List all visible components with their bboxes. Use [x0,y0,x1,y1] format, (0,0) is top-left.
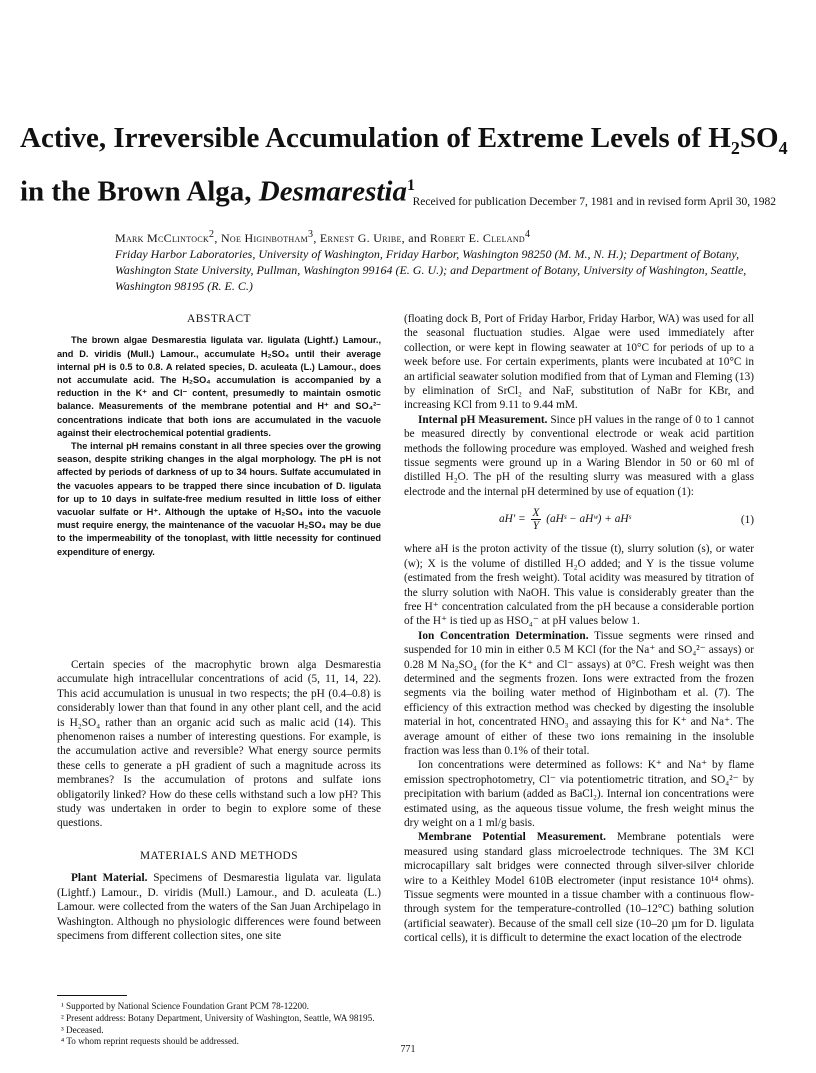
author-block [115,227,795,294]
equation-explanation: where aH is the proton activity of the tissue (t), slurry solution (s), or water (w); X is the volume of distilled H₂O added; and Y is the tissue volume (estimated from the fresh weight). Total acidity was measured by titration of the slurry solution with NaOH. This value is considerably greater than the free H⁺ concentration calculated from the pH because a considerable portion of the H⁺ is tied up as HSO₄⁻ at pH values below 1. [404,543,754,628]
equation-1: aH' = $\frac{X}{Y}$ (aHˢ − aHʷ) + aHˢ (1) [499,507,754,533]
subheading: Membrane Potential Measurement. [418,831,606,844]
footnote: ² Present address: Botany Department, University of Washington, Seattle, WA 98195. [61,1012,375,1023]
fraction: $\frac{X}{Y}$ [532,507,540,533]
section-heading-methods: MATERIALS AND METHODS [140,849,298,862]
left-column [57,312,381,559]
plant-material-paragraph: Plant Material. Specimens of Desmarestia ligulata var. ligulata (Lightf.) Lamour., D. viridis (Mull.) Lamour., and D. aculeata (L.) Lamour. were collected from the waters of the San Juan Archipelago in Washington. Although no physiologic differences were found between specimens from different collection sites, one site [57,872,381,942]
subheading: Plant Material. [71,872,148,885]
title-footnote-mark: 1 [406,176,415,194]
equation-label: (1) [740,513,754,526]
ion-paragraph-2: Ion concentrations were determined as follows: K⁺ and Na⁺ by flame emission spectrophotometry, Cl⁻ via potentiometric titration, and SO₄²⁻ by precipitation with barium (added as BaCl₂). Internal ion concentrations were estimated using, as the aqueous tissue volume, the fresh weight minus the dry weight on a 1 ml/g basis. [404,759,754,829]
intro-paragraph: Certain species of the macrophytic brown alga Desmarestia accumulate high intracellular concentrations of acid (5, 11, 14, 22). This acid accumulation is unusual in two respects; the pH (0.4–0.8) is considerably lower than that found in any other plant cell, and the acid is H₂SO₄ rather than an organic acid such as malic acid (14). This phenomenon raises a number of interesting questions. For example, is the accumulation active and reversible? What energy source permits these cells to generate a pH gradient of such a magnitude across its membranes? Is the accumulation of protons and sulfate ions obligatorily linked? How do these cells withstand such a low pH? This study was undertaken in order to begin to explore some of these questions. [57,659,381,830]
right-column [404,312,754,946]
title-genus: Desmarestia [258,175,407,208]
footnotes [57,1001,381,1048]
ion-concentration-paragraph: Ion Concentration Determination. Tissue segments were rinsed and suspended for 10 min in either 0.5 M KCl (for the Na⁺ and SO₄²⁻ assays) or 0.28 M Na₂SO₄ (for the K⁺ and Cl⁻ assays) at 0°C. Fresh weight was then determined and the segments frozen. Ions were extracted from the frozen segments via the boiling water method of Higinbotham et al. (7). The efficiency of this extraction method was checked by digesting the insoluble material in hot, concentrated HNO₃ and assaying this for K⁺ and Na⁺. The average amount of either of these two ions remaining in the insoluble fraction was less than 0.1% of their total. [404,629,754,757]
footnote: ³ Deceased. [61,1024,104,1035]
received-date: Received for publication December 7, 1981 and in revised form April 30, 1982 [412,196,776,208]
subheading: Internal pH Measurement. [418,413,548,426]
article-title: Active, Irreversible Accumulation of Extreme Levels of $H_2SO_4$ in the Brown Alga, Desmarestia$^1$ [20,122,788,208]
paragraph-continued: (floating dock B, Port of Friday Harbor, Friday Harbor, WA) was used for all the seasonal fluctuation studies. Algae were used immediately after collection, or were kept in flowing seawater at 10°C for periods of up to a week before use. For certain experiments, plants were incubated at 10°C in an artificial seawater solution modified from that of Lyman and Fleming (13) by elimination of SrCl₂ and NaF, substitution of NaBr for KBr, and increasing KCl from 9.11 to 9.44 mM. [404,313,754,412]
footnote-rule [57,995,127,996]
abstract [57,312,381,559]
footnote: ¹ Supported by National Science Foundation Grant PCM 78-12200. [61,1001,309,1011]
page-number: 771 [400,1044,416,1055]
membrane-potential-paragraph: Membrane Potential Measurement. Membrane potentials were measured using standard glass microelectrode techniques. The 3M KCl microcapillary salt bridges were connected through silver-silver chloride wire to a Keithley Model 610B electrometer (input resistance 10¹⁴ ohms). Tissue segments were mounted in a tissue chamber with a continuous flow-through system for the temperature-controlled (10–12°C) bathing solution (artificial seawater). Because of the small cell size (10–20 µm for D. ligulata cortical cells), it is difficult to determine the exact location of the electrode [404,831,754,945]
subheading: Ion Concentration Determination. [418,629,589,642]
abstract-heading: ABSTRACT [186,313,252,325]
abstract-paragraph: The internal pH remains constant in all three species over the growing season, despite striking changes in the algal morphology. The pH is not affected by periods of darkness of up to 34 hours. Sulfate accumulated in the vacuoles appears to be trapped there since incubation of D. ligulata for up to 10 days in sulfate-free medium resulted in little loss of either vacuolar sulfate or H⁺. Although the uptake of H₂SO₄ into the vacuole must require energy, the maintenance of the vacuolar H₂SO₄ may be due to the impermeability of the tonoplast, with little necessity for continued expenditure of energy. [57,441,381,557]
footnote: ⁴ To whom reprint requests should be addressed. [61,1036,239,1047]
affiliations: Friday Harbor Laboratories, University of Washington, Friday Harbor, Washington 98250 (M. M., N. H.); Department of Botany, Washington State University, Pullman, Washington 99164 (E. G. U.); and Department of Botany, University of Washington, Seattle, Washington 98195 (R. E. C.) [115,247,747,293]
author-list: Mark McClintock$^2$, Noe Higinbotham$^3$, Ernest G. Uribe, and Robert E. Cleland$^4$ [115,229,531,245]
internal-ph-paragraph: Internal pH Measurement. Since pH values in the range of 0 to 1 cannot be measured directly by conventional electrode or weak acid partition methods the following procedure was employed. Washed and weighed fresh tissue segments were ground up in a Waring Blendor in 50 or 60 ml of distilled H₂O. The pH of the resulting slurry was measured with a glass electrode and the internal pH determined by use of equation (1): [404,413,754,498]
abstract-paragraph: The brown algae Desmarestia ligulata var. ligulata (Lightf.) Lamour., and D. viridis (Mull.) Lamour., accumulate H₂SO₄ until their average internal pH is 0.5 to 0.8. A related species, D. aculeata (L.) Lamour., does not accumulate acid. The H₂SO₄ accumulation is accompanied by a reduction in the K⁺ and Cl⁻ content, presumedly to maintain osmotic balance. Measurements of the membrane potential and H⁺ and SO₄²⁻ concentrations indicate that both ions are accumulated in the vacuole against their electrochemical potential gradients. [57,335,381,438]
introduction [57,658,381,943]
